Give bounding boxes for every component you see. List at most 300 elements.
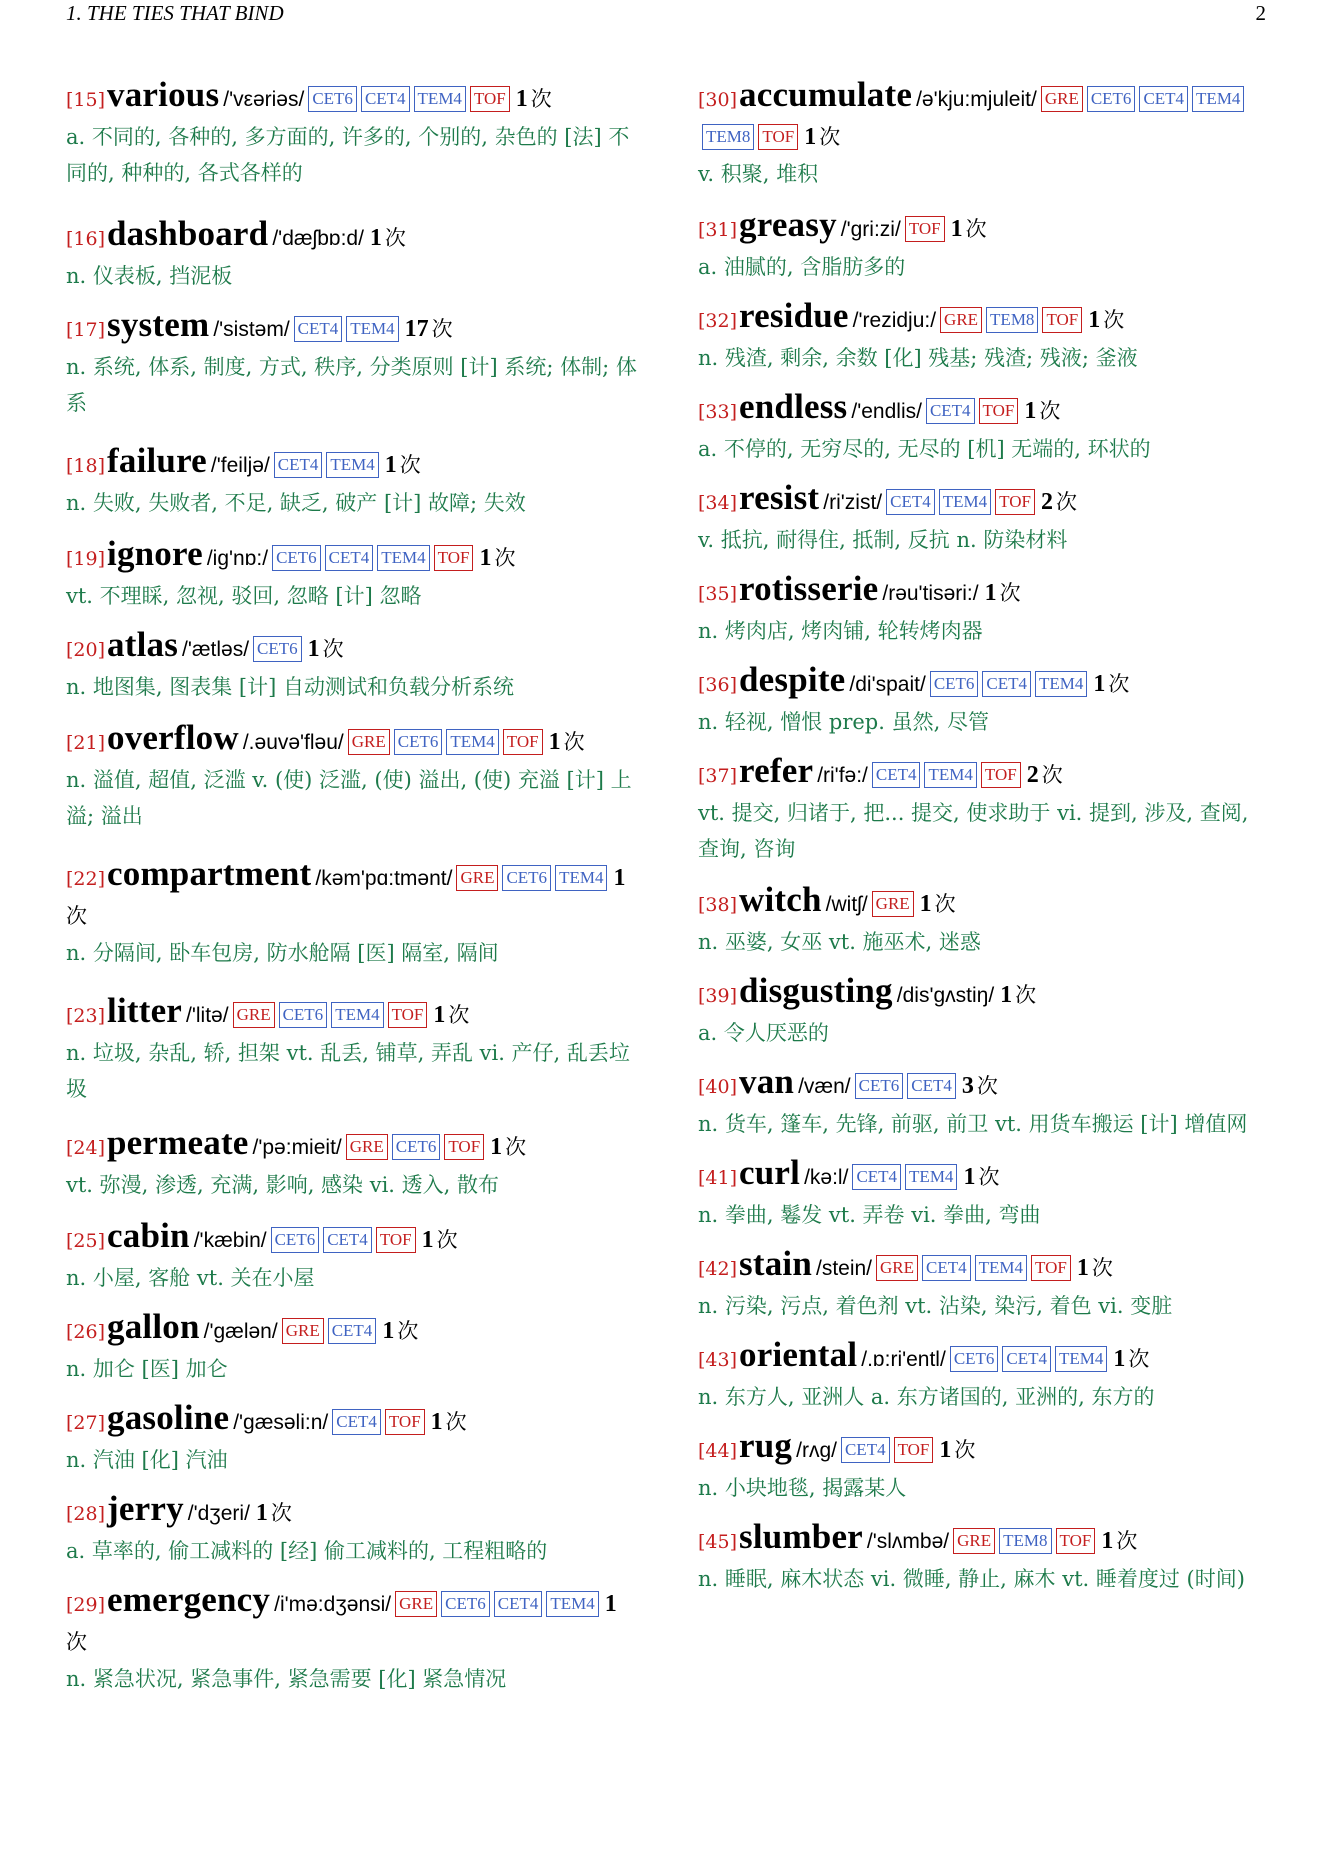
entry-word: accumulate: [739, 75, 913, 114]
exam-tag-gre: GRE: [876, 1255, 918, 1281]
entry-definition: n. 货车, 篷车, 先锋, 前驱, 前卫 vt. 用货车搬运 [计] 增值网: [698, 1112, 1248, 1136]
vocab-entry: [698, 570, 1270, 649]
vocab-entry: [698, 1336, 1270, 1415]
entry-word: emergency: [107, 1580, 271, 1619]
count-unit: 次: [66, 904, 87, 928]
exam-tag-cet6: CET6: [930, 671, 979, 697]
count-unit: 次: [322, 637, 344, 661]
vocab-entry: [66, 535, 638, 614]
entry-pronunciation: /ri'zist/: [823, 491, 883, 514]
entry-index: [37]: [698, 765, 738, 787]
entry-index: [35]: [698, 583, 738, 605]
count-number: 1: [984, 580, 997, 606]
count-unit: 次: [563, 730, 585, 754]
exam-tag-tem4: TEM4: [924, 762, 976, 788]
entry-word: witch: [739, 880, 822, 919]
entry-index: [20]: [66, 639, 106, 661]
entry-pronunciation: /'feiljə/: [210, 454, 270, 477]
exam-tag-cet4: CET4: [852, 1164, 901, 1190]
exam-tag-tem8: TEM8: [999, 1528, 1051, 1554]
entry-index: [15]: [66, 89, 106, 111]
entry-headline: [66, 442, 638, 485]
exam-tag-gre: GRE: [282, 1318, 324, 1344]
vocab-entry: [698, 76, 1270, 192]
entry-headline: [66, 1217, 638, 1260]
exam-tag-cet6: CET6: [271, 1227, 320, 1253]
count-unit: 次: [1091, 1256, 1113, 1280]
entry-index: [16]: [66, 228, 106, 250]
entry-word: jerry: [107, 1489, 184, 1528]
exam-tag-cet4: CET4: [922, 1255, 971, 1281]
entry-headline: [66, 306, 638, 349]
count-unit: 次: [1103, 308, 1125, 332]
entry-pronunciation: /'gælən/: [203, 1320, 278, 1343]
exam-tag-gre: GRE: [348, 729, 390, 755]
entry-pronunciation: /'kæbin/: [193, 1229, 267, 1252]
entry-definition: n. 小块地毯, 揭露某人: [698, 1476, 907, 1500]
entry-definition: n. 垃圾, 杂乱, 轿, 担架 vt. 乱丢, 铺草, 弄乱 vi. 产仔, 乱丢垃圾: [66, 1041, 630, 1101]
exam-tag-tem4: TEM4: [377, 545, 429, 571]
entry-definition: n. 失败, 失败者, 不足, 缺乏, 破产 [计] 故障; 失效: [66, 491, 526, 515]
entry-pronunciation: /'litə/: [186, 1004, 229, 1027]
entry-index: [30]: [698, 89, 738, 111]
exam-tag-tem4: TEM4: [446, 729, 498, 755]
entry-index: [23]: [66, 1005, 106, 1027]
occurrence-count: [370, 226, 406, 250]
entry-index: [36]: [698, 674, 738, 696]
count-number: 1: [548, 729, 561, 755]
entry-word: oriental: [739, 1335, 858, 1374]
entry-pronunciation: /'endlis/: [851, 400, 922, 423]
entry-headline: [66, 535, 638, 578]
exam-tag-tem4: TEM4: [555, 865, 607, 891]
entry-headline: [698, 1245, 1270, 1288]
vocab-entry: [66, 1581, 638, 1697]
entry-pronunciation: /kə:l/: [804, 1166, 849, 1189]
exam-tag-tem8: TEM8: [986, 307, 1038, 333]
occurrence-count: [549, 730, 585, 754]
vocab-entry: [698, 297, 1270, 376]
entry-index: [44]: [698, 1440, 738, 1462]
count-number: 1: [939, 1437, 952, 1463]
entry-pronunciation: /.ɒ:ri'entl/: [861, 1348, 946, 1371]
entry-headline: [66, 215, 638, 258]
entry-headline: [66, 855, 638, 935]
exam-tag-cet4: CET4: [886, 489, 935, 515]
count-number: 1: [1113, 1346, 1126, 1372]
occurrence-count: [256, 1501, 292, 1525]
exam-tag-tof: TOF: [894, 1437, 934, 1463]
entry-index: [38]: [698, 894, 738, 916]
count-number: 1: [1088, 307, 1101, 333]
entry-index: [17]: [66, 319, 106, 341]
exam-tag-tem4: TEM4: [331, 1002, 383, 1028]
entry-headline: [698, 76, 1270, 156]
count-unit: 次: [384, 226, 406, 250]
vocab-entry: [66, 719, 638, 834]
occurrence-count: [433, 1003, 469, 1027]
occurrence-count: [962, 1074, 998, 1098]
count-number: 3: [961, 1073, 974, 1099]
occurrence-count: [479, 546, 515, 570]
entry-headline: [698, 297, 1270, 340]
exam-tag-cet4: CET4: [332, 1409, 381, 1435]
occurrence-count: [939, 1438, 975, 1462]
exam-tag-cet6: CET6: [1087, 86, 1136, 112]
exam-tag-tof: TOF: [981, 762, 1021, 788]
occurrence-count: [963, 1165, 999, 1189]
entry-definition: n. 烤肉店, 烤肉铺, 轮转烤肉器: [698, 619, 983, 643]
exam-tag-tof: TOF: [1056, 1528, 1096, 1554]
exam-tag-cet4: CET4: [982, 671, 1031, 697]
exam-tag-cet4: CET4: [1139, 86, 1188, 112]
entry-word: endless: [739, 387, 848, 426]
occurrence-count: [804, 125, 840, 149]
entry-headline: [66, 76, 638, 119]
entry-word: dashboard: [107, 214, 269, 253]
entry-definition: n. 残渣, 剩余, 余数 [化] 残基; 残渣; 残液; 釜液: [698, 346, 1138, 370]
entry-index: [27]: [66, 1412, 106, 1434]
exam-tag-tof: TOF: [979, 398, 1019, 424]
entry-pronunciation: /rʌg/: [796, 1439, 837, 1462]
exam-tag-gre: GRE: [953, 1528, 995, 1554]
count-unit: 次: [1055, 490, 1077, 514]
count-number: 1: [950, 216, 963, 242]
vocab-entry: [66, 442, 638, 521]
entry-definition: a. 草率的, 偷工减料的 [经] 偷工减料的, 工程粗略的: [66, 1539, 548, 1563]
vocab-entry: [66, 992, 638, 1107]
count-number: 1: [307, 636, 320, 662]
exam-tag-gre: GRE: [456, 865, 498, 891]
count-number: 1: [1076, 1255, 1089, 1281]
count-unit: 次: [66, 1630, 87, 1654]
exam-tag-tof: TOF: [1042, 307, 1082, 333]
entry-word: various: [107, 75, 220, 114]
entry-word: refer: [739, 751, 814, 790]
occurrence-count: [431, 1410, 467, 1434]
entry-pronunciation: /'sistəm/: [213, 318, 290, 341]
count-number: 1: [382, 1318, 395, 1344]
count-number: 2: [1040, 489, 1053, 515]
entry-pronunciation: /'slʌmbə/: [866, 1530, 950, 1553]
vocab-entry: [698, 479, 1270, 558]
entry-index: [19]: [66, 548, 106, 570]
exam-tag-cet6: CET6: [502, 865, 551, 891]
entry-index: [28]: [66, 1503, 106, 1525]
vocab-entry: [698, 972, 1270, 1051]
entry-pronunciation: /'gri:zi/: [840, 218, 901, 241]
vocab-entry: [66, 215, 638, 294]
exam-tag-tem4: TEM4: [939, 489, 991, 515]
entry-definition: n. 地图集, 图表集 [计] 自动测试和负载分析系统: [66, 675, 514, 699]
entry-word: gasoline: [107, 1398, 230, 1437]
page-number: 2: [1255, 1, 1266, 25]
occurrence-count: [1088, 308, 1124, 332]
vocab-entry: [66, 626, 638, 705]
entry-word: residue: [739, 296, 849, 335]
entry-pronunciation: /i'mə:dʒənsi/: [274, 1593, 392, 1616]
exam-tag-gre: GRE: [233, 1002, 275, 1028]
entry-index: [21]: [66, 732, 106, 754]
exam-tag-gre: GRE: [395, 1591, 437, 1617]
entry-index: [31]: [698, 219, 738, 241]
entry-pronunciation: /'ætləs/: [182, 638, 250, 661]
entry-definition: n. 污染, 污点, 着色剂 vt. 沾染, 染污, 着色 vi. 变脏: [698, 1294, 1173, 1318]
entry-definition: a. 油腻的, 含脂肪多的: [698, 255, 906, 279]
exam-tag-tem4: TEM4: [346, 316, 398, 342]
exam-tag-tem4: TEM4: [414, 86, 466, 112]
exam-tag-cet4: CET4: [1002, 1346, 1051, 1372]
count-unit: 次: [1116, 1529, 1138, 1553]
count-unit: 次: [1128, 1347, 1150, 1371]
exam-tag-tem4: TEM4: [1055, 1346, 1107, 1372]
occurrence-count: [1024, 399, 1060, 423]
count-number: 1: [369, 225, 382, 251]
count-unit: 次: [448, 1003, 470, 1027]
exam-tag-cet6: CET6: [950, 1346, 999, 1372]
count-number: 1: [515, 86, 528, 112]
exam-tag-tof: TOF: [503, 729, 543, 755]
count-number: 1: [1101, 1528, 1114, 1554]
entry-definition: v. 抵抗, 耐得住, 抵制, 反抗 n. 防染材料: [698, 528, 1068, 552]
entry-word: curl: [739, 1153, 801, 1192]
count-unit: 次: [505, 1135, 527, 1159]
exam-tag-cet6: CET6: [441, 1591, 490, 1617]
entry-definition: vt. 不理睬, 忽视, 驳回, 忽略 [计] 忽略: [66, 584, 422, 608]
vocab-entry: [698, 661, 1270, 740]
exam-tag-cet4: CET4: [361, 86, 410, 112]
count-unit: 次: [965, 217, 987, 241]
entry-index: [33]: [698, 401, 738, 423]
count-number: 1: [421, 1227, 434, 1253]
entry-word: rotisserie: [739, 569, 879, 608]
count-unit: 次: [999, 581, 1021, 605]
entry-word: disgusting: [739, 971, 893, 1010]
entry-word: permeate: [107, 1123, 249, 1162]
entry-definition: n. 分隔间, 卧车包房, 防水舱隔 [医] 隔室, 隔间: [66, 941, 499, 965]
exam-tag-cet4: CET4: [328, 1318, 377, 1344]
exam-tag-cet6: CET6: [392, 1134, 441, 1160]
exam-tag-tof: TOF: [444, 1134, 484, 1160]
entry-index: [41]: [698, 1167, 738, 1189]
exam-tag-tem4: TEM4: [1192, 86, 1244, 112]
exam-tag-cet4: CET4: [841, 1437, 890, 1463]
entry-headline: [66, 1581, 638, 1661]
entry-headline: [698, 1063, 1270, 1106]
entry-word: greasy: [739, 205, 837, 244]
entry-definition: a. 不停的, 无穷尽的, 无尽的 [机] 无端的, 环状的: [698, 437, 1151, 461]
entry-index: [45]: [698, 1531, 738, 1553]
exam-tag-cet6: CET6: [394, 729, 443, 755]
entry-definition: a. 不同的, 各种的, 多方面的, 许多的, 个别的, 杂色的 [法] 不同的, 种种的, 各式各样的: [66, 125, 630, 185]
count-unit: 次: [954, 1438, 976, 1462]
entry-word: atlas: [107, 625, 179, 664]
entry-headline: [698, 972, 1270, 1015]
vocab-entry: [698, 1063, 1270, 1142]
entry-pronunciation: /stein/: [815, 1257, 873, 1280]
entry-pronunciation: /væn/: [798, 1075, 851, 1098]
exam-tag-cet6: CET6: [272, 545, 321, 571]
count-number: 1: [963, 1164, 976, 1190]
entry-headline: [66, 626, 638, 669]
exam-tag-cet4: CET4: [294, 316, 343, 342]
entry-index: [42]: [698, 1258, 738, 1280]
entry-headline: [698, 1427, 1270, 1470]
entry-pronunciation: /.əuvə'fləu/: [242, 731, 344, 754]
exam-tag-gre: GRE: [346, 1134, 388, 1160]
exam-tag-cet4: CET4: [323, 1227, 372, 1253]
entry-word: litter: [107, 991, 183, 1030]
vocab-entry: [698, 1245, 1270, 1324]
exam-tag-gre: GRE: [1041, 86, 1083, 112]
entry-definition: n. 睡眠, 麻木状态 vi. 微睡, 静止, 麻木 vt. 睡着度过 (时间): [698, 1567, 1245, 1591]
exam-tag-cet4: CET4: [274, 452, 323, 478]
entry-definition: n. 紧急状况, 紧急事件, 紧急需要 [化] 紧急情况: [66, 1667, 507, 1691]
entry-definition: n. 东方人, 亚洲人 a. 东方诸国的, 亚洲的, 东方的: [698, 1385, 1155, 1409]
entry-index: [40]: [698, 1076, 738, 1098]
count-number: 1: [919, 891, 932, 917]
exam-tag-cet6: CET6: [308, 86, 357, 112]
entry-pronunciation: /'dæʃbɒ:d/: [272, 227, 364, 250]
entry-headline: [698, 1336, 1270, 1379]
entry-definition: vt. 提交, 归诸于, 把... 提交, 使求助于 vi. 提到, 涉及, 查阅, 查询, 咨询: [698, 801, 1249, 861]
entry-word: compartment: [107, 854, 312, 893]
occurrence-count: [1000, 983, 1036, 1007]
entry-index: [22]: [66, 868, 106, 890]
exam-tag-tof: TOF: [385, 1409, 425, 1435]
entry-definition: vt. 弥漫, 渗透, 充满, 影响, 感染 vi. 透入, 散布: [66, 1173, 500, 1197]
entry-definition: a. 令人厌恶的: [698, 1021, 829, 1045]
entry-headline: [66, 719, 638, 762]
count-unit: 次: [978, 1165, 1000, 1189]
occurrence-count: [985, 581, 1021, 605]
count-unit: 次: [431, 317, 453, 341]
exam-tag-tem4: TEM4: [905, 1164, 957, 1190]
exam-tag-cet6: CET6: [253, 636, 302, 662]
entry-word: rug: [739, 1426, 793, 1465]
count-number: 1: [490, 1134, 503, 1160]
entry-pronunciation: /di'spait/: [849, 673, 926, 696]
vocab-entry: [698, 1154, 1270, 1233]
entry-headline: [698, 570, 1270, 613]
count-number: 1: [1000, 982, 1013, 1008]
entry-headline: [698, 752, 1270, 795]
exam-tag-gre: GRE: [872, 891, 914, 917]
entry-definition: n. 拳曲, 鬈发 vt. 弄卷 vi. 拳曲, 弯曲: [698, 1203, 1041, 1227]
vocab-entry: [66, 1399, 638, 1478]
occurrence-count: [920, 892, 956, 916]
right-column: [698, 76, 1270, 1597]
count-unit: 次: [494, 546, 516, 570]
entry-index: [34]: [698, 492, 738, 514]
count-unit: 次: [1041, 763, 1063, 787]
vocab-entry: [698, 206, 1270, 285]
entry-headline: [698, 206, 1270, 249]
entry-index: [29]: [66, 1594, 106, 1616]
count-unit: 次: [397, 1319, 419, 1343]
entry-definition: n. 仪表板, 挡泥板: [66, 264, 233, 288]
exam-tag-tem8: TEM8: [702, 124, 754, 150]
entry-definition: n. 巫婆, 女巫 vt. 施巫术, 迷惑: [698, 930, 981, 954]
count-unit: 次: [445, 1410, 467, 1434]
vocab-entry: [698, 1518, 1270, 1597]
exam-tag-tem4: TEM4: [1035, 671, 1087, 697]
occurrence-count: [1077, 1256, 1113, 1280]
count-unit: 次: [399, 453, 421, 477]
entry-word: gallon: [107, 1307, 200, 1346]
exam-tag-tof: TOF: [758, 124, 798, 150]
vocab-entry: [66, 76, 638, 191]
count-number: 1: [613, 865, 626, 891]
entry-headline: [698, 881, 1270, 924]
entry-headline: [66, 1308, 638, 1351]
exam-tag-tof: TOF: [470, 86, 510, 112]
vocab-entry: [66, 1124, 638, 1203]
count-unit: 次: [270, 1501, 292, 1525]
count-number: 1: [1024, 398, 1037, 424]
left-column: [66, 76, 638, 1697]
entry-index: [39]: [698, 985, 738, 1007]
occurrence-count: [385, 453, 421, 477]
entry-definition: n. 溢值, 超值, 泛滥 v. (使) 泛滥, (使) 溢出, (使) 充溢 [计] 上溢; 溢出: [66, 768, 632, 828]
exam-tag-tem4: TEM4: [546, 1591, 598, 1617]
entry-headline: [698, 479, 1270, 522]
occurrence-count: [405, 317, 453, 341]
entry-pronunciation: /'vεəriəs/: [223, 88, 305, 111]
occurrence-count: [1041, 490, 1077, 514]
count-number: 17: [404, 316, 429, 342]
entry-word: cabin: [107, 1216, 190, 1255]
count-number: 1: [479, 545, 492, 571]
occurrence-count: [1093, 672, 1129, 696]
entry-word: system: [107, 305, 210, 344]
count-number: 1: [804, 124, 817, 150]
entry-index: [18]: [66, 455, 106, 477]
entry-definition: n. 加仑 [医] 加仑: [66, 1357, 228, 1381]
occurrence-count: [382, 1319, 418, 1343]
occurrence-count: [1027, 763, 1063, 787]
entry-headline: [66, 992, 638, 1035]
vocab-entry: [66, 855, 638, 971]
exam-tag-tem4: TEM4: [975, 1255, 1027, 1281]
entry-index: [32]: [698, 310, 738, 332]
exam-tag-cet4: CET4: [872, 762, 921, 788]
count-number: 1: [430, 1409, 443, 1435]
entry-index: [24]: [66, 1137, 106, 1159]
exam-tag-cet4: CET4: [325, 545, 374, 571]
entry-headline: [698, 1154, 1270, 1197]
entry-pronunciation: /ri'fə:/: [817, 764, 868, 787]
exam-tag-cet6: CET6: [279, 1002, 328, 1028]
entry-pronunciation: /witʃ/: [825, 893, 868, 916]
vocab-entry: [66, 1490, 638, 1569]
entry-pronunciation: /ig'nɒ:/: [206, 547, 269, 570]
entry-word: failure: [107, 441, 207, 480]
vocab-entry: [66, 1308, 638, 1387]
entry-pronunciation: /'gæsəli:n/: [233, 1411, 329, 1434]
exam-tag-cet4: CET4: [926, 398, 975, 424]
vocab-entry: [66, 306, 638, 421]
entry-headline: [66, 1124, 638, 1167]
exam-tag-tof: TOF: [995, 489, 1035, 515]
vocab-entry: [698, 881, 1270, 960]
exam-tag-cet6: CET6: [855, 1073, 904, 1099]
occurrence-count: [1113, 1347, 1149, 1371]
exam-tag-tof: TOF: [1031, 1255, 1071, 1281]
occurrence-count: [516, 87, 552, 111]
entry-headline: [66, 1490, 638, 1533]
vocab-entry: [66, 1217, 638, 1296]
